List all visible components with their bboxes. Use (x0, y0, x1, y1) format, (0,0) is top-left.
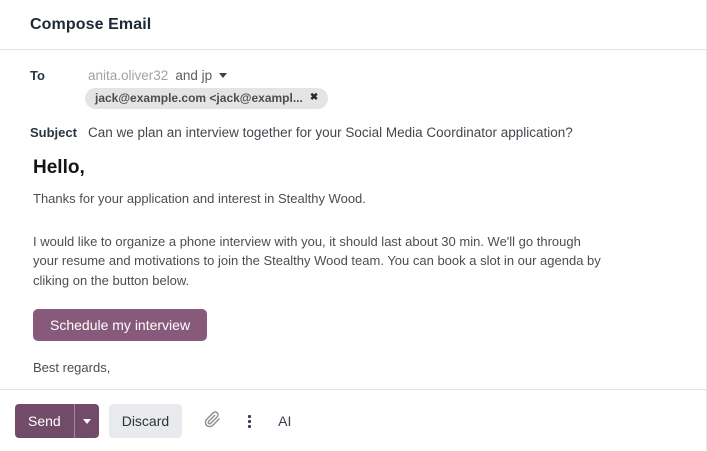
intro-text: Thanks for your application and interest in Stealthy Wood. (33, 191, 366, 206)
ai-button[interactable]: AI (278, 404, 291, 438)
email-fields (0, 50, 706, 140)
schedule-interview-button[interactable]: Schedule my interview (33, 309, 207, 341)
to-field-row (30, 66, 676, 83)
subject-label: Subject (30, 125, 77, 140)
remove-recipient-icon[interactable]: ✖ (309, 92, 319, 103)
to-label: To (30, 68, 45, 83)
dialog-header (0, 0, 706, 50)
closing-text: Best regards, (33, 360, 111, 376)
body-paragraph (33, 232, 673, 291)
paragraph-line: I would like to organize a phone interview with you, it should last about 30 min. We'll go through (33, 233, 581, 249)
attach-file-button[interactable] (204, 404, 221, 438)
kebab-icon (248, 425, 251, 428)
greeting-text: Hello, (33, 157, 85, 178)
more-options-button[interactable] (248, 404, 251, 438)
send-dropdown-button[interactable] (74, 404, 99, 438)
recipient-chip-label: jack@example.com <jack@exampl... (95, 91, 303, 105)
page-title: Compose Email (30, 16, 152, 33)
caret-down-icon (219, 73, 227, 78)
recipient-name-muted: anita.oliver32 (88, 68, 169, 83)
kebab-icon (248, 415, 251, 418)
send-button[interactable]: Send (15, 404, 74, 438)
caret-down-icon (83, 419, 91, 424)
send-split-button (15, 404, 99, 438)
recipient-chip-row (85, 88, 676, 109)
composer-footer (0, 389, 706, 451)
paperclip-icon (204, 411, 221, 431)
subject-field-row (30, 123, 676, 140)
subject-input[interactable]: Can we plan an interview together for your Social Media Coordinator application? (88, 125, 573, 140)
recipient-chip[interactable] (85, 88, 328, 109)
kebab-icon (248, 420, 251, 423)
email-body-editor[interactable] (0, 140, 706, 375)
recipients-summary[interactable] (88, 66, 227, 83)
paragraph-line: your resume and motivations to join the Stealthy Wood team. You can book a slot in our agenda by (33, 253, 601, 269)
recipient-name-rest: and jp (175, 68, 213, 83)
discard-button[interactable]: Discard (109, 404, 182, 438)
paragraph-line: cliking on the button below. (33, 272, 190, 288)
